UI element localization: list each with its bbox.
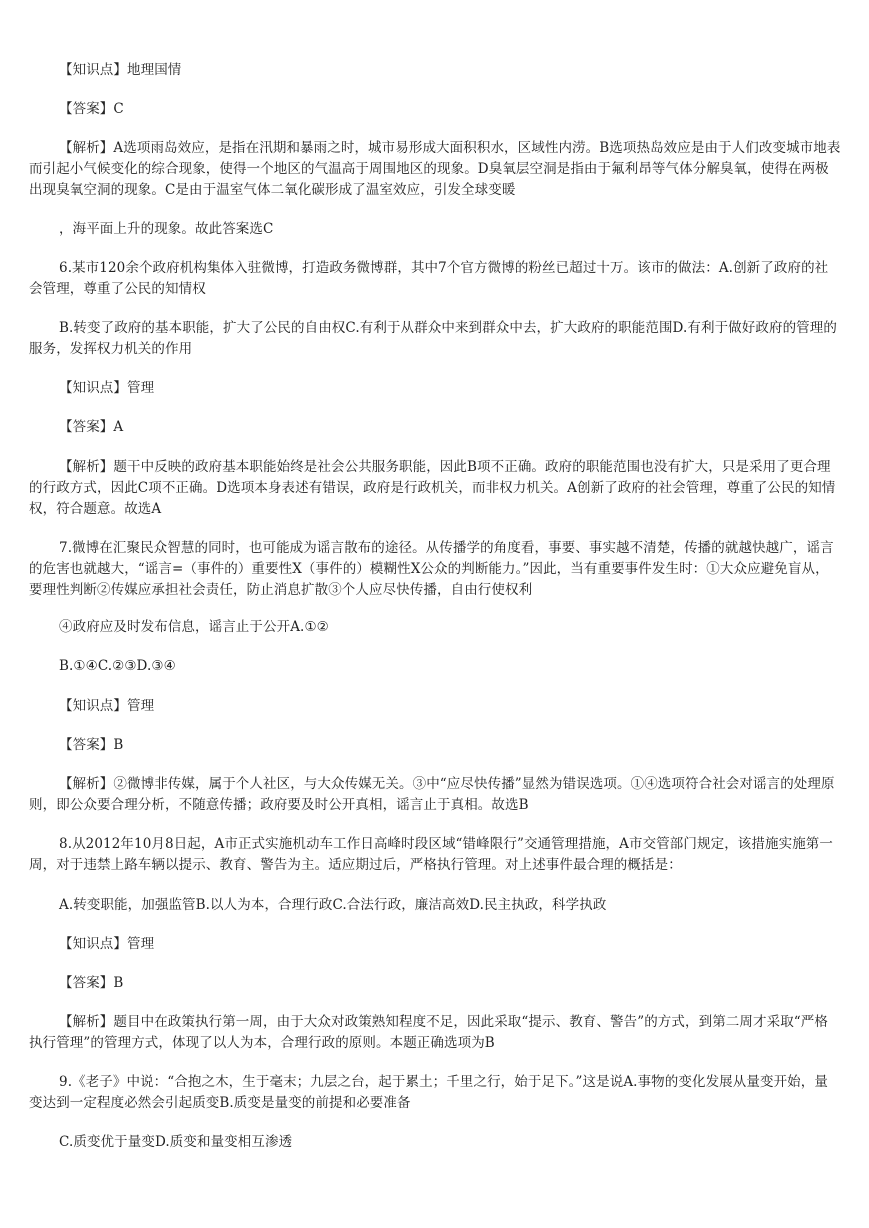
answer-6: 【答案】A [59, 419, 124, 435]
question-7-options: B.①④C.②③D.③④ [59, 658, 176, 674]
answer-8: 【答案】B [59, 975, 124, 991]
analysis-8: 【解析】题目中在政策执行第一周，由于大众对政策熟知程度不足，因此采取“提示、教育、警告”的方式，到第二周才采取“严格执行管理”的管理方式，体现了以人为本，合理行政的原则。本题正确选项为B [29, 1014, 829, 1051]
question-6-options: B.转变了政府的基本职能，扩大了公民的自由权C.有利于从群众中来到群众中去，扩大政府的职能范围D.有利于做好政府的管理的服务，发挥权力机关的作用 [29, 320, 837, 357]
question-8: 8.从2012年10月8日起，A市正式实施机动车工作日高峰时段区域“错峰限行”交通管理措施，A市交管部门规定，该措施实施第一周，对于违禁上路车辆以提示、教育、警告为主。适应期过后，严格执行管理。对上述事件最合理的概括是： [29, 836, 834, 873]
analysis-6: 【解析】题干中反映的政府基本职能始终是社会公共服务职能，因此B项不正确。政府的职能范围也没有扩大，只是采用了更合理的行政方式，因此C项不正确。D选项本身表述有错误，政府是行政机关，而非权力机关。A创新了政府的社会管理，尊重了公民的知情权，符合题意。故选A [29, 459, 836, 517]
knowledge-point-8: 【知识点】管理 [59, 936, 155, 952]
question-9: 9.《老子》中说：“合抱之木，生于毫末；九层之台，起于累土；千里之行，始于足下。”这是说A.事物的变化发展从量变开始，量变达到一定程度必然会引起质变B.质变是量变的前提和必要准备 [29, 1074, 828, 1111]
knowledge-point-1: 【知识点】地理国情 [59, 62, 182, 78]
knowledge-point-7: 【知识点】管理 [59, 698, 155, 714]
analysis-1-cont: ，海平面上升的现象。故此答案选C [59, 221, 274, 237]
question-8-options: A.转变职能，加强监管B.以人为本，合理行政C.合法行政，廉洁高效D.民主执政，科学执政 [59, 897, 607, 913]
knowledge-point-6: 【知识点】管理 [59, 380, 155, 396]
answer-1: 【答案】C [59, 101, 124, 117]
question-6: 6.某市120余个政府机构集体入驻微博，打造政务微博群，其中7个官方微博的粉丝已超过十万。该市的做法：A.创新了政府的社会管理，尊重了公民的知情权 [29, 260, 829, 297]
question-9-options: C.质变优于量变D.质变和量变相互渗透 [59, 1134, 293, 1150]
analysis-7: 【解析】②微博非传媒，属于个人社区，与大众传媒无关。③中“应尽快传播”显然为错误选项。①④选项符合社会对谣言的处理原则，即公众要合理分析，不随意传播；政府要及时公开真相，谣言止于真相。故选B [29, 776, 835, 813]
analysis-1: 【解析】A选项雨岛效应，是指在汛期和暴雨之时，城市易形成大面积积水，区域性内涝。B选项热岛效应是由于人们改变城市地表而引起小气候变化的综合现象，使得一个地区的气温高于周围地区的现象。D臭氧层空洞是指由于氟利昂等气体分解臭氧，使得在两极出现臭氧空洞的现象。C是由于温室气体二氧化碳形成了温室效应，引发全球变暖 [29, 140, 841, 198]
question-7-option-a: ④政府应及时发布信息，谣言止于公开A.①② [59, 619, 329, 635]
answer-7: 【答案】B [59, 737, 124, 753]
question-7: 7.微博在汇聚民众智慧的同时，也可能成为谣言散布的途径。从传播学的角度看，事要、事实越不清楚，传播的就越快越广，谣言的危害也就越大，“谣言=（事件的）重要性X（事件的）模糊性X公众的判断能力。”因此，当有重要事件发生时：①大众应避免盲从，要理性判断②传媒应承担社会责任，防止消息扩散③个人应尽快传播，自由行使权利 [29, 540, 834, 598]
